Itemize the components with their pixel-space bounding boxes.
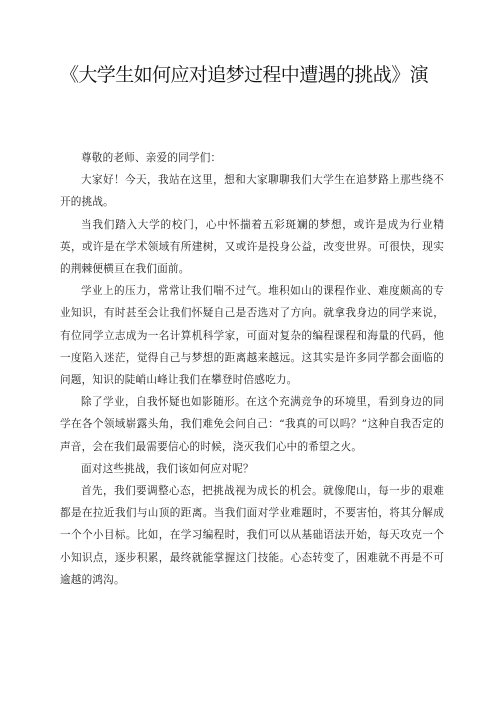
body-paragraph: 除了学业，自我怀疑也如影随形。在这个充满竞争的环境里，看到身边的同学在各个领域崭露头角，我们难免会问自己：“我真的可以吗？”这种自我否定的声音，会在我们最需要信心的时候，浇灭我们心中的希望之火。 (60, 396, 444, 453)
greeting-paragraph: 尊敬的老师、亲爱的同学们： (81, 152, 222, 164)
body-paragraph: 首先，我们要调整心态，把挑战视为成长的机会。就像爬山，每一步的艰难都是在拉近我们与山顶的距离。当我们面对学业难题时，不要害怕，将其分解成一个个小目标。比如，在学习编程时，我们可以从基础语法开始，每天攻克一个小知识点，逐步积累，最终就能掌握这门技能。心态转变了，困难就不再是不可逾越的鸿沟。 (60, 485, 444, 586)
body-paragraph: 面对这些挑战，我们该如何应对呢？ (81, 462, 254, 475)
body-paragraph: 大家好！今天，我站在这里，想和大家聊聊我们大学生在追梦路上那些绕不开的挑战。 (60, 174, 444, 209)
document-body (60, 147, 444, 591)
document-title: 《大学生如何应对追梦过程中遭遇的挑战》演 (60, 64, 429, 86)
body-paragraph: 学业上的压力，常常让我们喘不过气。堆积如山的课程作业、难度颇高的专业知识，有时甚至会让我们怀疑自己是否选对了方向。就拿我身边的同学来说，有位同学立志成为一名计算机科学家，可面对复杂的编程课程和海量的代码，他一度陷入迷茫，觉得自己与梦想的距离越来越远。这其实是许多同学都会面临的问题，知识的陡峭山峰让我们在攀登时倍感吃力。 (60, 285, 444, 387)
body-paragraph: 当我们踏入大学的校门，心中怀揣着五彩斑斓的梦想，或许是成为行业精英，或许是在学术领域有所建树，又或许是投身公益，改变世界。可很快，现实的荆棘便横亘在我们面前。 (60, 218, 444, 276)
